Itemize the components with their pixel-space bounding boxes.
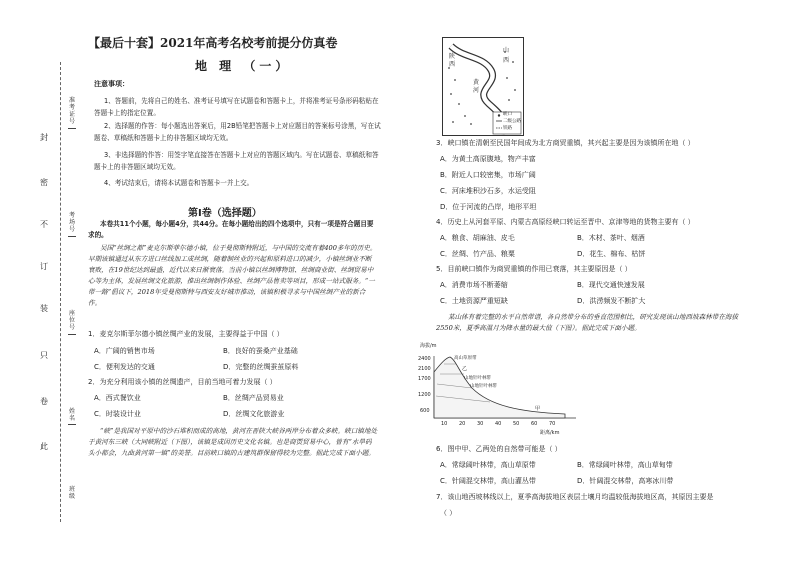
- seal-char: 只: [40, 351, 48, 360]
- q2-option: D．丝绸文化旅游业: [223, 410, 285, 418]
- q6-option: C．针阔混交林带，高山灌丛带: [440, 477, 536, 485]
- q1-option: D．完整的丝绸蚕茧原料: [223, 363, 299, 371]
- seal-char: 卷: [40, 397, 48, 406]
- profile-y-tick: 2400: [418, 356, 431, 362]
- passage-3: 某山体有着完整的水平自然带谱，各自然带分布的垂直范围相比，研究发现该山地西坡森林带在海拔2550米，夏季高温月为降水量的最大值（下图）。据此完成下面小题。: [436, 313, 739, 332]
- map-label: 西: [503, 57, 510, 64]
- belt-label: 山地针叶林带: [464, 376, 491, 381]
- exam-title: 【最后十套】2021年高考名校考前提分仿真卷: [88, 36, 338, 50]
- section-intro: 本卷共11个小题，每小题4分，共44分。在每小题给出的四个选项中，只有一项是符合题目要求的。: [88, 220, 374, 239]
- q2-stem: 2．为充分利用该小镇的丝绸遗产，目前当地可着力发展（ ）: [88, 378, 277, 386]
- q7-answer-paren: （ ）: [440, 509, 457, 517]
- map-label: 河: [473, 87, 480, 94]
- field-line: [68, 424, 76, 425]
- profile-x-tick: 40: [495, 421, 502, 427]
- q5-option: C．土地资源严重短缺: [440, 297, 508, 305]
- notice-item: 4、考试结束后，请将本试题卷和答题卡一并上交。: [104, 179, 254, 187]
- q6-option: D．针阔混交林带，高寒冰川带: [577, 477, 674, 485]
- q5-stem: 5．目前峡口镇作为商贸重镇的作用已衰落，其主要原因是（ ）: [436, 265, 632, 273]
- seal-char: 密: [40, 178, 48, 187]
- field-line: [68, 334, 76, 335]
- map-label: 西: [449, 61, 456, 68]
- binding-line: [60, 62, 61, 522]
- belt-label: 高山草原带: [454, 356, 477, 361]
- notice-item: 3、非选择题的作答：用签字笔直接答在答题卡上对应的答题区域内。写在试题卷、草稿纸和答题卡上的非答题区域均无效。: [94, 151, 379, 171]
- notice-heading: 注意事项：: [94, 80, 129, 88]
- seal-char: 不: [40, 220, 48, 229]
- profile-y-tick: 1200: [418, 392, 431, 398]
- q5-option: B．现代交通快速发展: [577, 281, 645, 289]
- mountain-profile: [434, 357, 565, 418]
- q2-option: A．西式餐饮业: [94, 394, 141, 402]
- q3-option: C．河床堆积沙石多，水运受阻: [440, 187, 536, 195]
- profile-y-tick: 1700: [418, 376, 431, 382]
- passage-1: 吴国“丝绸之都”麦克尔斯菲尔德小镇，位于曼彻斯特附近，与中国的交流有着400多年的历史。早期该镇通过从东方进口丝线加工成丝绸，随着制丝业的兴起和原料进口的减少，小镇丝绸业不断衰败，在19世纪达到最盛，近代以来日渐衰落。当前小镇以丝绸博物馆、丝绸商业街、丝绸贸易中心等为主体，发展丝绸文化旅游，推出丝绸制作体验、丝绸产品售卖等项目，形成一站式服务。“一带一路”倡议下，2018年受曼彻斯特与西安友好城市推动，该镇积极寻求与中国丝绸产业的新合作。: [88, 244, 377, 307]
- notice-item: 2、选择题的作答：每小题选出答案后，用2B铅笔把答题卡上对应题目的答案标号涂黑，写在试题卷、草稿纸和答题卡上的非答题区域均无效。: [94, 122, 381, 142]
- q4-option: C．丝绸、竹产品、粮粟: [440, 250, 515, 258]
- profile-x-unit: 距离/km: [540, 430, 560, 436]
- q1-option: A．广阔的销售市场: [94, 347, 155, 355]
- q6-stem: 6．图中甲、乙两处的自然带可能是（ ）: [436, 445, 562, 453]
- field-seat-number: 座位号: [68, 310, 75, 331]
- q1-stem: 1．麦克尔斯菲尔德小镇丝绸产业的发展，主要得益于中国（ ）: [88, 330, 284, 338]
- map-legend-item: 峡口: [503, 112, 512, 117]
- map-legend-item: 二级公路: [503, 119, 521, 124]
- profile-y-tick: 2100: [418, 366, 431, 372]
- profile-y-unit: 海拔/m: [420, 343, 437, 349]
- belt-label: 山地针叶林带: [470, 384, 497, 389]
- field-class: 班级: [68, 486, 75, 500]
- field-line: [68, 128, 76, 129]
- q7-stem: 7．该山地西坡林线以上，夏季高海拔地区表层土壤月均温较低海拔地区高，其原因主要是: [436, 493, 714, 501]
- q4-stem: 4．历史上从河套平原、内蒙古高原经峡口转运至晋中、京津等地的货物主要有（ ）: [436, 218, 695, 226]
- map-legend-item: 铁路: [503, 126, 512, 131]
- passage-2: “峡”是我国对平原中的沙石堆积而成的高地，黄河在晋陕大峡谷两岸分布着众多峡。峡口镇地处于黄河东三峡（大同峡附近（下图），该镇是成因历史文化名镇。也是商贾贸易中心，曾有“水旱码头小都会，九曲黄河第一镇”的美誉。目前峡口镇的古建筑群保留得较为完整。据此完成下面小题。: [88, 427, 378, 457]
- field-line: [68, 236, 76, 237]
- subject-title: 地 理 （一）: [195, 59, 292, 73]
- q5-option: D．洪涝频发不断扩大: [577, 297, 646, 305]
- seal-char: 此: [40, 442, 48, 451]
- q4-option: A．粮食、胡麻油、皮毛: [440, 234, 515, 242]
- q3-option: D．位于河流的凸岸，地形平坦: [440, 203, 537, 211]
- belt-label: 甲: [535, 406, 541, 412]
- seal-char: 装: [40, 304, 48, 313]
- profile-x-tick: 30: [477, 421, 484, 427]
- seal-char: 订: [40, 262, 48, 271]
- map-label: 陕: [449, 53, 456, 60]
- notice-item: 1、答题前，先将自己的姓名、准考证号填写在试题卷和答题卡上，并将准考证号条形码粘贴在答题卡上的指定位置。: [94, 97, 379, 117]
- q2-option: C．时装设计业: [94, 410, 141, 418]
- field-name: 姓名: [68, 408, 75, 422]
- q3-option: B．附近人口较密集，市场广阔: [440, 171, 536, 179]
- q4-option: D．花生、棉布、枯饼: [577, 250, 646, 258]
- q1-option: B．良好的蚕桑产业基础: [223, 347, 298, 355]
- field-room-number: 考场号: [68, 212, 75, 233]
- profile-x-tick: 60: [531, 421, 538, 427]
- map-label: 黄: [473, 79, 480, 86]
- q2-option: B．丝绸产品贸易业: [223, 394, 284, 402]
- profile-x-tick: 10: [441, 421, 448, 427]
- q1-option: C．便利发达的交通: [94, 363, 155, 371]
- section-title: 第Ⅰ卷（选择题）: [188, 208, 262, 219]
- q5-option: A．消费市场不断萎缩: [440, 281, 508, 289]
- q3-option: A．为黄土高原腹地，物产丰富: [440, 155, 536, 163]
- profile-x-tick: 20: [459, 421, 466, 427]
- q4-option: B．木材、茶叶、烟酒: [577, 234, 645, 242]
- profile-y-tick: 600: [420, 408, 430, 414]
- belt-label: 乙: [462, 366, 468, 372]
- seal-char: 封: [40, 133, 48, 142]
- q6-option: A．常绿阔叶林带，高山草原带: [440, 461, 536, 469]
- field-exam-number: 准考证号: [68, 97, 75, 125]
- profile-x-tick: 70: [549, 421, 556, 427]
- q6-option: B．常绿阔叶林带，高山草甸带: [577, 461, 673, 469]
- q3-stem: 3．峡口镇在清朝至民国年间成为北方商贸重镇，其兴起主要是因为该镇所在地（ ）: [436, 139, 695, 147]
- xiakou-map: [442, 37, 524, 136]
- map-label: 山: [503, 47, 510, 54]
- profile-x-tick: 50: [513, 421, 520, 427]
